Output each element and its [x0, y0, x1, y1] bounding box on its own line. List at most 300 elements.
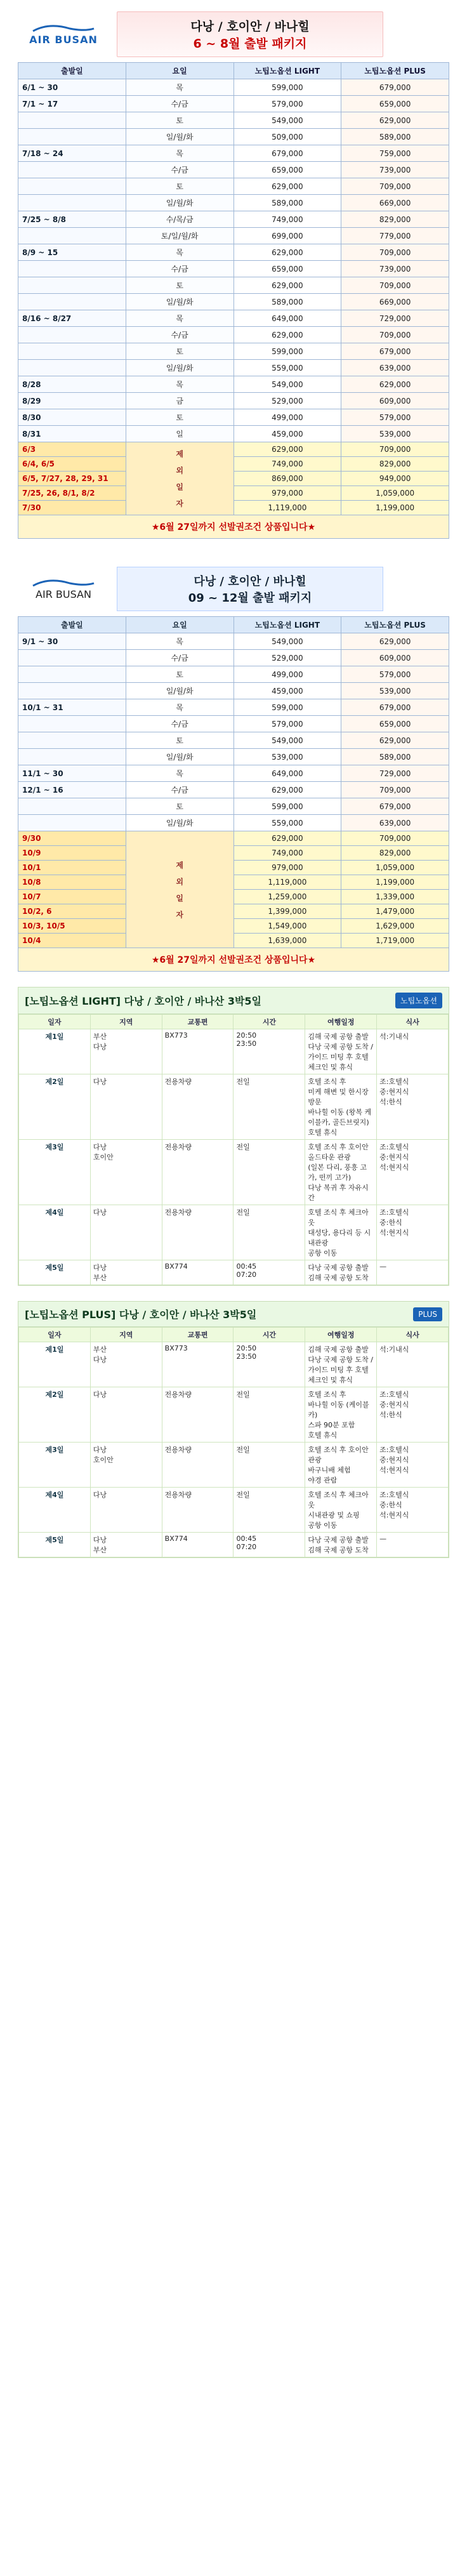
col2-light: 노팁노옵션 LIGHT — [234, 617, 341, 633]
airbusan-logo — [19, 20, 108, 49]
plus2-price-cell: 679,000 — [341, 699, 449, 716]
itinerary_light-cell: 조:호텔식 중:현지식 석:한식 — [377, 1074, 449, 1140]
dow2-cell: 목 — [126, 699, 234, 716]
pricing1-special-row — [18, 486, 449, 501]
light-price-cell: 459,000 — [234, 426, 341, 442]
light2-price-cell: 499,000 — [234, 666, 341, 683]
plus2-price-cell: 579,000 — [341, 666, 449, 683]
special-light-cell: 629,000 — [234, 442, 341, 457]
special-light-cell: 979,000 — [234, 486, 341, 501]
light-price-cell: 589,000 — [234, 195, 341, 211]
plus-price-cell: 709,000 — [341, 178, 449, 195]
light-price-cell: 559,000 — [234, 360, 341, 376]
special2-plus-cell: 829,000 — [341, 846, 449, 861]
light2-price-cell: 559,000 — [234, 815, 341, 831]
plus-price-cell: 759,000 — [341, 145, 449, 162]
exclusion2-label: 제 외 일 자 — [126, 831, 234, 948]
wing-icon-2 — [32, 578, 95, 588]
itinerary_plus-cell: 전일 — [234, 1443, 305, 1488]
date-cell — [18, 343, 126, 360]
itinerary_light-cell: 호텔 조식 후 체크아웃 대성당, 용다리 등 시내관광 공항 이동 — [305, 1205, 377, 1260]
date-cell — [18, 228, 126, 244]
dow2-cell: 일/월/화 — [126, 683, 234, 699]
dow-cell: 수/금 — [126, 162, 234, 178]
plus2-price-cell: 629,000 — [341, 732, 449, 749]
date2-cell: 9/1 ~ 30 — [18, 633, 126, 650]
dow2-cell: 목 — [126, 633, 234, 650]
special-date-cell: 6/5, 7/27, 28, 29, 31 — [18, 472, 126, 486]
itinerary_plus-cell: 20:50 23:50 — [234, 1342, 305, 1387]
plus-price-cell: 709,000 — [341, 244, 449, 261]
title2-line2: 09 ~ 12월 출발 패키지 — [188, 591, 312, 605]
date2-cell — [18, 749, 126, 765]
itinerary_plus-cell: 석:기내식 — [377, 1342, 449, 1387]
itinerary_light-cell: 전일 — [234, 1074, 305, 1140]
light-price-cell: 579,000 — [234, 96, 341, 112]
pricing2-special-row — [18, 861, 449, 875]
itinerary_plus-cell: 조:호텔식 중:한식 석:현지식 — [377, 1488, 449, 1533]
plus-price-cell: 609,000 — [341, 393, 449, 409]
light-price-cell: 509,000 — [234, 129, 341, 145]
plus-price-cell: 659,000 — [341, 96, 449, 112]
itinerary_light-row — [19, 1029, 449, 1074]
special2-light-cell: 1,399,000 — [234, 904, 341, 919]
pricing1-special-row — [18, 442, 449, 457]
itinerary_light-cell: 다낭 국제 공항 출발 김해 국제 공항 도착 — [305, 1260, 377, 1285]
pricing2-row — [18, 699, 449, 716]
plus-price-cell: 629,000 — [341, 376, 449, 393]
dow-cell: 일 — [126, 426, 234, 442]
pricing2-special-row — [18, 831, 449, 846]
itinerary_plus-cell: 다낭 국제 공항 출발 김해 국제 공항 도착 — [305, 1533, 377, 1557]
itinerary_plus-cell: 다낭 호이안 — [90, 1443, 162, 1488]
title2-line1: 다낭 / 호이안 / 바나힐 — [194, 575, 306, 588]
light2-price-cell: 629,000 — [234, 782, 341, 798]
itin2-col-plan: 여행일정 — [305, 1328, 377, 1342]
dow-cell: 수/금 — [126, 261, 234, 277]
itinerary-plus-table — [18, 1327, 449, 1557]
dow-cell: 목 — [126, 79, 234, 96]
itinerary-plus-title: [노팁노옵션 PLUS] 다낭 / 호이안 / 바나산 3박5일 — [25, 1309, 257, 1321]
itinerary_light-cell: BX774 — [162, 1260, 234, 1285]
itin-col-area: 지역 — [90, 1015, 162, 1029]
special-date-cell: 6/3 — [18, 442, 126, 457]
dow-cell: 일/월/화 — [126, 360, 234, 376]
pricing1-body — [18, 79, 449, 442]
plus-price-cell: 589,000 — [341, 129, 449, 145]
itinerary_plus-cell: 제4일 — [19, 1488, 91, 1533]
special2-date-cell: 10/8 — [18, 875, 126, 890]
plus-price-cell: 669,000 — [341, 294, 449, 310]
special2-date-cell: 10/1 — [18, 861, 126, 875]
itinerary_light-cell: 조:호텔식 중:한식 석:현지식 — [377, 1205, 449, 1260]
col2-dow: 요일 — [126, 617, 234, 633]
itin-col-transport: 교통편 — [162, 1015, 234, 1029]
pricing2-special-row — [18, 875, 449, 890]
itinerary-light-body — [19, 1029, 449, 1285]
special2-light-cell: 1,549,000 — [234, 919, 341, 934]
pricing1-row — [18, 244, 449, 261]
dow2-cell: 수/금 — [126, 650, 234, 666]
special-date-cell: 7/25, 26, 8/1, 8/2 — [18, 486, 126, 501]
light-price-cell: 529,000 — [234, 393, 341, 409]
itinerary_light-cell: 호텔 조식 후 미케 해변 및 한시장 방문 바나힐 이동 (왕복 케이블카, 골든브릿지) 호텔 휴식 — [305, 1074, 377, 1140]
date-cell: 8/31 — [18, 426, 126, 442]
itinerary_light-cell: 제2일 — [19, 1074, 91, 1140]
date-cell — [18, 277, 126, 294]
itinerary_light-cell: 김해 국제 공항 출발 다낭 국제 공항 도착 / 가이드 미팅 후 호텔 체크인 및 휴식 — [305, 1029, 377, 1074]
pricing1-row — [18, 162, 449, 178]
special-plus-cell: 949,000 — [341, 472, 449, 486]
dow-cell: 목 — [126, 376, 234, 393]
plus-price-cell: 709,000 — [341, 277, 449, 294]
date2-cell: 10/1 ~ 31 — [18, 699, 126, 716]
special-plus-cell: 709,000 — [341, 442, 449, 457]
brand-header-2 — [0, 557, 467, 616]
special2-date-cell: 10/4 — [18, 934, 126, 948]
light-price-cell: 549,000 — [234, 376, 341, 393]
light-price-cell: 599,000 — [234, 79, 341, 96]
pricing1-special-row — [18, 501, 449, 515]
light2-price-cell: 549,000 — [234, 732, 341, 749]
col-plus: 노팁노옵션 PLUS — [341, 63, 449, 79]
itin-col-meal: 식사 — [377, 1015, 449, 1029]
itinerary_plus-row — [19, 1387, 449, 1443]
special2-light-cell: 629,000 — [234, 831, 341, 846]
itinerary_light-cell: 제3일 — [19, 1140, 91, 1205]
plus2-price-cell: 709,000 — [341, 782, 449, 798]
itin2-col-time: 시간 — [234, 1328, 305, 1342]
light-price-cell: 629,000 — [234, 277, 341, 294]
special-light-cell: 1,119,000 — [234, 501, 341, 515]
light-price-cell: 629,000 — [234, 244, 341, 261]
special-plus-cell: 1,059,000 — [341, 486, 449, 501]
itinerary_light-cell: 전일 — [234, 1140, 305, 1205]
wing-icon — [32, 23, 95, 34]
pricing2-special-row — [18, 846, 449, 861]
pricing1-row — [18, 178, 449, 195]
pricing2-row — [18, 650, 449, 666]
pricing2-row — [18, 765, 449, 782]
notice-row-2 — [18, 948, 449, 972]
pricing1-row — [18, 261, 449, 277]
light-price-cell: 629,000 — [234, 178, 341, 195]
date-cell — [18, 327, 126, 343]
itinerary-plus — [18, 1301, 449, 1558]
col2-date: 출발일 — [18, 617, 126, 633]
plus2-price-cell: 539,000 — [341, 683, 449, 699]
date-cell: 7/18 ~ 24 — [18, 145, 126, 162]
plus-price-cell: 709,000 — [341, 327, 449, 343]
itinerary_light-cell: — — [377, 1260, 449, 1285]
pricing2-row — [18, 732, 449, 749]
date-cell: 8/30 — [18, 409, 126, 426]
special2-light-cell: 1,259,000 — [234, 890, 341, 904]
itinerary_plus-cell: 호텔 조식 후 체크아웃 시내관광 및 쇼핑 공항 이동 — [305, 1488, 377, 1533]
date-cell: 8/9 ~ 15 — [18, 244, 126, 261]
light-price-cell: 549,000 — [234, 112, 341, 129]
special-date-cell: 7/30 — [18, 501, 126, 515]
dow-cell: 토 — [126, 409, 234, 426]
itinerary_light-cell: 제5일 — [19, 1260, 91, 1285]
dow2-cell: 토 — [126, 798, 234, 815]
pricing2-special-row — [18, 919, 449, 934]
pricing1-row — [18, 327, 449, 343]
col-light: 노팁노옵션 LIGHT — [234, 63, 341, 79]
special2-plus-cell: 1,339,000 — [341, 890, 449, 904]
itin-col-plan: 여행일정 — [305, 1015, 377, 1029]
itin-col-time: 시간 — [234, 1015, 305, 1029]
light2-price-cell: 529,000 — [234, 650, 341, 666]
plus-price-cell: 539,000 — [341, 426, 449, 442]
date-cell: 8/28 — [18, 376, 126, 393]
itinerary_plus-row — [19, 1533, 449, 1557]
pricing1-row — [18, 277, 449, 294]
date2-cell — [18, 666, 126, 683]
light2-price-cell: 579,000 — [234, 716, 341, 732]
itinerary-light-table — [18, 1014, 449, 1285]
itin2-col-meal: 식사 — [377, 1328, 449, 1342]
itinerary_plus-cell: 호텔 조식 후 바나힐 이동 (케이블카) 스파 90분 포함 호텔 휴식 — [305, 1387, 377, 1443]
itinerary_plus-cell: 조:호텔식 중:현지식 석:현지식 — [377, 1443, 449, 1488]
col-date: 출발일 — [18, 63, 126, 79]
plus-price-cell: 679,000 — [341, 343, 449, 360]
date-cell: 8/16 ~ 8/27 — [18, 310, 126, 327]
dow2-cell: 수/금 — [126, 782, 234, 798]
itinerary_light-cell: 다낭 호이안 — [90, 1140, 162, 1205]
pricing2-row — [18, 749, 449, 765]
pricing1-row — [18, 376, 449, 393]
special2-plus-cell: 1,629,000 — [341, 919, 449, 934]
dow-cell: 일/월/화 — [126, 294, 234, 310]
plus-price-cell: 679,000 — [341, 79, 449, 96]
itin2-col-transport: 교통편 — [162, 1328, 234, 1342]
plus-price-cell: 629,000 — [341, 112, 449, 129]
pricing1-row — [18, 96, 449, 112]
date2-cell — [18, 815, 126, 831]
pricing1-row — [18, 393, 449, 409]
date-cell — [18, 162, 126, 178]
pricing2-row — [18, 815, 449, 831]
pricing1-row — [18, 195, 449, 211]
itinerary_light-row — [19, 1260, 449, 1285]
notice-text-2: ★6월 27일까지 선발권조건 상품입니다★ — [18, 948, 449, 972]
itinerary_light-cell: BX773 — [162, 1029, 234, 1074]
pricing2-row — [18, 798, 449, 815]
plus2-price-cell: 639,000 — [341, 815, 449, 831]
light2-price-cell: 539,000 — [234, 749, 341, 765]
pricing2-body — [18, 633, 449, 831]
light2-price-cell: 459,000 — [234, 683, 341, 699]
dow-cell: 일/월/화 — [126, 129, 234, 145]
itinerary_plus-cell: — — [377, 1533, 449, 1557]
itinerary_plus-cell: 전일 — [234, 1488, 305, 1533]
light-price-cell: 699,000 — [234, 228, 341, 244]
light-price-cell: 659,000 — [234, 261, 341, 277]
notice-text-1: ★6월 27일까지 선발권조건 상품입니다★ — [18, 515, 449, 539]
special2-date-cell: 10/3, 10/5 — [18, 919, 126, 934]
date2-cell — [18, 683, 126, 699]
pricing1-row — [18, 129, 449, 145]
dow-cell: 토 — [126, 178, 234, 195]
date-cell: 8/29 — [18, 393, 126, 409]
special2-plus-cell: 1,719,000 — [341, 934, 449, 948]
special2-date-cell: 9/30 — [18, 831, 126, 846]
plus2-price-cell: 729,000 — [341, 765, 449, 782]
itinerary_plus-row — [19, 1342, 449, 1387]
itinerary_light-cell: 전용차량 — [162, 1205, 234, 1260]
pricing1-row — [18, 145, 449, 162]
itinerary_light-cell: 다낭 부산 — [90, 1260, 162, 1285]
pricing1-row — [18, 294, 449, 310]
col2-plus: 노팁노옵션 PLUS — [341, 617, 449, 633]
brand-name: AIR BUSAN — [29, 33, 98, 46]
airbusan-logo-2 — [19, 574, 108, 604]
plus2-price-cell: 659,000 — [341, 716, 449, 732]
special2-date-cell: 10/7 — [18, 890, 126, 904]
pricing2-special — [18, 831, 449, 948]
itinerary_plus-cell: 전일 — [234, 1387, 305, 1443]
itinerary-plus-body — [19, 1342, 449, 1557]
dow2-cell: 일/월/화 — [126, 815, 234, 831]
plus-price-cell: 579,000 — [341, 409, 449, 426]
plus2-price-cell: 629,000 — [341, 633, 449, 650]
date-cell: 6/1 ~ 30 — [18, 79, 126, 96]
itinerary_light-row — [19, 1140, 449, 1205]
dow-cell: 수/금 — [126, 327, 234, 343]
dow2-cell: 수/금 — [126, 716, 234, 732]
special2-light-cell: 1,639,000 — [234, 934, 341, 948]
special2-date-cell: 10/2, 6 — [18, 904, 126, 919]
itinerary-plus-badge: PLUS — [413, 1307, 442, 1321]
plus-price-cell: 739,000 — [341, 162, 449, 178]
pricing1-special-row — [18, 457, 449, 472]
itin2-col-area: 지역 — [90, 1328, 162, 1342]
light-price-cell: 499,000 — [234, 409, 341, 426]
dow-cell: 목 — [126, 244, 234, 261]
dow-cell: 토/일/월/화 — [126, 228, 234, 244]
special2-date-cell: 10/9 — [18, 846, 126, 861]
special-plus-cell: 1,199,000 — [341, 501, 449, 515]
light-price-cell: 679,000 — [234, 145, 341, 162]
light2-price-cell: 599,000 — [234, 798, 341, 815]
plus-price-cell: 779,000 — [341, 228, 449, 244]
light-price-cell: 749,000 — [234, 211, 341, 228]
plus-price-cell: 729,000 — [341, 310, 449, 327]
itinerary_plus-cell: BX774 — [162, 1533, 234, 1557]
itinerary_plus-cell: 부산 다낭 — [90, 1342, 162, 1387]
col-dow: 요일 — [126, 63, 234, 79]
itinerary_plus-cell: 김해 국제 공항 출발 다낭 국제 공항 도착 / 가이드 미팅 후 호텔 체크인 및 휴식 — [305, 1342, 377, 1387]
itinerary_plus-cell: 다낭 — [90, 1488, 162, 1533]
itin-col-day: 일자 — [19, 1015, 91, 1029]
dow2-cell: 토 — [126, 732, 234, 749]
itinerary_plus-cell: 제3일 — [19, 1443, 91, 1488]
itinerary_plus-cell: 제5일 — [19, 1533, 91, 1557]
plus-price-cell: 639,000 — [341, 360, 449, 376]
date2-cell: 12/1 ~ 16 — [18, 782, 126, 798]
date-cell — [18, 129, 126, 145]
itinerary_plus-cell: 제2일 — [19, 1387, 91, 1443]
special2-plus-cell: 1,479,000 — [341, 904, 449, 919]
itinerary_light-cell: 호텔 조식 후 호이안 올드타운 관광 (일본 다리, 풍흥 고가, 떤끼 고가) 다낭 복귀 후 자유시간 — [305, 1140, 377, 1205]
dow-cell: 목 — [126, 145, 234, 162]
itinerary_plus-cell: 전용차량 — [162, 1488, 234, 1533]
gap — [0, 539, 467, 557]
dow-cell: 목 — [126, 310, 234, 327]
itinerary_light-cell: 제1일 — [19, 1029, 91, 1074]
itinerary_light-cell: 00:45 07:20 — [234, 1260, 305, 1285]
itinerary_plus-cell: 다낭 — [90, 1387, 162, 1443]
plus2-price-cell: 609,000 — [341, 650, 449, 666]
dow-cell: 수/목/금 — [126, 211, 234, 228]
itinerary_light-cell: 전일 — [234, 1205, 305, 1260]
title-box-2 — [117, 567, 383, 611]
title-line1: 다낭 / 호이안 / 바나힐 — [190, 20, 310, 34]
date-cell — [18, 294, 126, 310]
pricing2-row — [18, 683, 449, 699]
itinerary_plus-cell: 호텔 조식 후 호이안 관광 바구니배 체험 야경 관람 — [305, 1443, 377, 1488]
special2-light-cell: 749,000 — [234, 846, 341, 861]
date-cell — [18, 195, 126, 211]
pricing1-row — [18, 360, 449, 376]
plus2-price-cell: 589,000 — [341, 749, 449, 765]
pricing1-row — [18, 228, 449, 244]
date-cell — [18, 261, 126, 277]
spacer-2 — [0, 1286, 467, 1301]
pricing2-row — [18, 666, 449, 683]
special-date-cell: 6/4, 6/5 — [18, 457, 126, 472]
pricing-table-2 — [18, 616, 449, 972]
itinerary_plus-cell: 다낭 부산 — [90, 1533, 162, 1557]
dow-cell: 금 — [126, 393, 234, 409]
itinerary_plus-row — [19, 1488, 449, 1533]
dow-cell: 토 — [126, 277, 234, 294]
plus-price-cell: 829,000 — [341, 211, 449, 228]
itin2-col-day: 일자 — [19, 1328, 91, 1342]
dow-cell: 토 — [126, 112, 234, 129]
pricing2-special-row — [18, 904, 449, 919]
title-line2: 6 ~ 8월 출발 패키지 — [193, 37, 307, 51]
itinerary_light-cell: 석:기내식 — [377, 1029, 449, 1074]
itinerary_light-cell: 다낭 — [90, 1074, 162, 1140]
date2-cell: 11/1 ~ 30 — [18, 765, 126, 782]
itinerary-plus-header — [18, 1302, 449, 1327]
date-cell — [18, 360, 126, 376]
pricing2-row — [18, 633, 449, 650]
dow2-cell: 일/월/화 — [126, 749, 234, 765]
itinerary_light-cell: 다낭 — [90, 1205, 162, 1260]
itinerary_light-cell: 전용차량 — [162, 1140, 234, 1205]
light2-price-cell: 549,000 — [234, 633, 341, 650]
pricing1-row — [18, 310, 449, 327]
exclusion-label: 제 외 일 자 — [126, 442, 234, 515]
itinerary-light-badge: 노팁노옵션 — [395, 993, 442, 1008]
notice-row-1 — [18, 515, 449, 539]
pricing2-special-row — [18, 890, 449, 904]
itinerary_light-cell: 전용차량 — [162, 1074, 234, 1140]
pricing2-row — [18, 716, 449, 732]
dow2-cell: 토 — [126, 666, 234, 683]
dow-cell: 일/월/화 — [126, 195, 234, 211]
itinerary_plus-cell: 전용차량 — [162, 1387, 234, 1443]
light-price-cell: 589,000 — [234, 294, 341, 310]
special2-plus-cell: 709,000 — [341, 831, 449, 846]
light2-price-cell: 649,000 — [234, 765, 341, 782]
light2-price-cell: 599,000 — [234, 699, 341, 716]
date2-cell — [18, 798, 126, 815]
pricing1-special-row — [18, 472, 449, 486]
